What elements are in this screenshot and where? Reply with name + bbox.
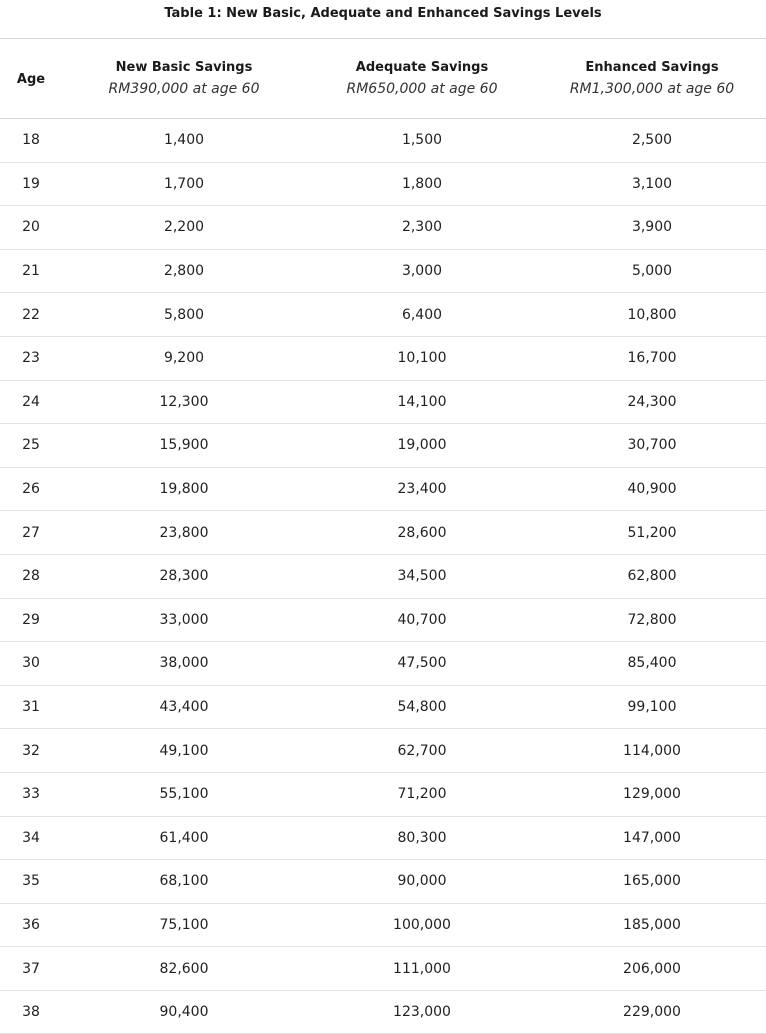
cell-age: 30 <box>22 655 40 672</box>
cell-adequate-savings: 28,600 <box>397 524 447 541</box>
table-row <box>0 947 766 991</box>
cell-basic-savings: 82,600 <box>159 960 209 977</box>
cell-basic-savings: 19,800 <box>159 481 209 498</box>
cell-basic-savings: 28,300 <box>159 568 209 585</box>
table-row <box>0 860 766 904</box>
cell-age: 26 <box>22 481 40 498</box>
cell-adequate-savings: 14,100 <box>397 393 447 410</box>
header-enhanced-subtitle: RM1,300,000 at age 60 <box>569 80 735 97</box>
cell-enhanced-savings: 24,300 <box>627 393 677 410</box>
cell-age: 25 <box>22 437 40 454</box>
table-row <box>0 729 766 773</box>
cell-enhanced-savings: 3,900 <box>631 219 673 236</box>
cell-enhanced-savings: 72,800 <box>627 611 677 628</box>
table-row <box>0 163 766 207</box>
table-row <box>0 511 766 555</box>
cell-age: 29 <box>22 611 40 628</box>
header-enhanced-savings <box>538 58 766 100</box>
cell-enhanced-savings: 206,000 <box>623 960 681 977</box>
cell-adequate-savings: 10,100 <box>397 350 447 367</box>
cell-enhanced-savings: 85,400 <box>627 655 677 672</box>
cell-adequate-savings: 1,500 <box>401 132 443 149</box>
cell-basic-savings: 1,400 <box>163 132 205 149</box>
cell-basic-savings: 68,100 <box>159 873 209 890</box>
table-body <box>0 119 766 1034</box>
cell-adequate-savings: 34,500 <box>397 568 447 585</box>
cell-basic-savings: 5,800 <box>163 306 205 323</box>
table-row <box>0 468 766 512</box>
cell-age: 23 <box>22 350 40 367</box>
cell-age: 36 <box>22 916 40 933</box>
cell-enhanced-savings: 40,900 <box>627 481 677 498</box>
table-header-row <box>0 39 766 119</box>
savings-table <box>0 38 766 1034</box>
cell-age: 35 <box>22 873 40 890</box>
cell-age: 24 <box>22 393 40 410</box>
table-row <box>0 642 766 686</box>
cell-adequate-savings: 47,500 <box>397 655 447 672</box>
cell-adequate-savings: 54,800 <box>397 699 447 716</box>
table-row <box>0 206 766 250</box>
cell-adequate-savings: 80,300 <box>397 829 447 846</box>
table-row <box>0 686 766 730</box>
cell-age: 34 <box>22 829 40 846</box>
table-row <box>0 773 766 817</box>
cell-enhanced-savings: 10,800 <box>627 306 677 323</box>
table-row <box>0 599 766 643</box>
cell-age: 33 <box>22 786 40 803</box>
cell-basic-savings: 49,100 <box>159 742 209 759</box>
cell-enhanced-savings: 5,000 <box>631 263 673 280</box>
cell-basic-savings: 33,000 <box>159 611 209 628</box>
cell-enhanced-savings: 2,500 <box>631 132 673 149</box>
table-title: Table 1: New Basic, Adequate and Enhanced Savings Levels <box>164 6 602 21</box>
cell-basic-savings: 15,900 <box>159 437 209 454</box>
header-enhanced-title: Enhanced Savings <box>585 59 719 75</box>
cell-age: 22 <box>22 306 40 323</box>
cell-age: 19 <box>22 175 40 192</box>
cell-adequate-savings: 90,000 <box>397 873 447 890</box>
cell-adequate-savings: 3,000 <box>401 263 443 280</box>
table-row <box>0 555 766 599</box>
cell-enhanced-savings: 129,000 <box>623 786 681 803</box>
cell-adequate-savings: 6,400 <box>401 306 443 323</box>
cell-enhanced-savings: 185,000 <box>623 916 681 933</box>
table-row <box>0 119 766 163</box>
table-row <box>0 293 766 337</box>
header-adequate-title: Adequate Savings <box>355 59 489 75</box>
table-row <box>0 904 766 948</box>
cell-enhanced-savings: 147,000 <box>623 829 681 846</box>
cell-basic-savings: 61,400 <box>159 829 209 846</box>
cell-adequate-savings: 62,700 <box>397 742 447 759</box>
cell-basic-savings: 2,200 <box>163 219 205 236</box>
cell-basic-savings: 55,100 <box>159 786 209 803</box>
table-row <box>0 250 766 294</box>
cell-adequate-savings: 1,800 <box>401 175 443 192</box>
cell-basic-savings: 75,100 <box>159 916 209 933</box>
cell-adequate-savings: 123,000 <box>393 1004 451 1021</box>
table-row <box>0 424 766 468</box>
cell-basic-savings: 12,300 <box>159 393 209 410</box>
cell-age: 37 <box>22 960 40 977</box>
cell-enhanced-savings: 114,000 <box>623 742 681 759</box>
cell-age: 21 <box>22 263 40 280</box>
header-adequate-subtitle: RM650,000 at age 60 <box>346 80 498 97</box>
cell-basic-savings: 2,800 <box>163 263 205 280</box>
cell-enhanced-savings: 30,700 <box>627 437 677 454</box>
header-adequate-savings <box>306 58 538 100</box>
table-row <box>0 991 766 1034</box>
header-basic-savings <box>62 58 306 100</box>
cell-enhanced-savings: 3,100 <box>631 175 673 192</box>
cell-adequate-savings: 19,000 <box>397 437 447 454</box>
header-age <box>0 71 62 87</box>
table-row <box>0 381 766 425</box>
cell-adequate-savings: 40,700 <box>397 611 447 628</box>
cell-enhanced-savings: 229,000 <box>623 1004 681 1021</box>
table-row <box>0 817 766 861</box>
cell-age: 18 <box>22 132 40 149</box>
header-age-label: Age <box>16 71 46 87</box>
cell-age: 20 <box>22 219 40 236</box>
cell-enhanced-savings: 51,200 <box>627 524 677 541</box>
cell-basic-savings: 38,000 <box>159 655 209 672</box>
cell-enhanced-savings: 62,800 <box>627 568 677 585</box>
cell-adequate-savings: 71,200 <box>397 786 447 803</box>
header-basic-title: New Basic Savings <box>115 59 253 75</box>
cell-adequate-savings: 100,000 <box>393 916 451 933</box>
cell-adequate-savings: 23,400 <box>397 481 447 498</box>
cell-basic-savings: 1,700 <box>163 175 205 192</box>
cell-age: 32 <box>22 742 40 759</box>
cell-enhanced-savings: 99,100 <box>627 699 677 716</box>
cell-age: 28 <box>22 568 40 585</box>
cell-basic-savings: 9,200 <box>163 350 205 367</box>
cell-age: 27 <box>22 524 40 541</box>
cell-basic-savings: 90,400 <box>159 1004 209 1021</box>
cell-enhanced-savings: 16,700 <box>627 350 677 367</box>
cell-basic-savings: 23,800 <box>159 524 209 541</box>
cell-age: 31 <box>22 699 40 716</box>
cell-basic-savings: 43,400 <box>159 699 209 716</box>
cell-adequate-savings: 111,000 <box>393 960 451 977</box>
cell-age: 38 <box>22 1004 40 1021</box>
header-basic-subtitle: RM390,000 at age 60 <box>108 80 260 97</box>
cell-enhanced-savings: 165,000 <box>623 873 681 890</box>
cell-adequate-savings: 2,300 <box>401 219 443 236</box>
table-row <box>0 337 766 381</box>
